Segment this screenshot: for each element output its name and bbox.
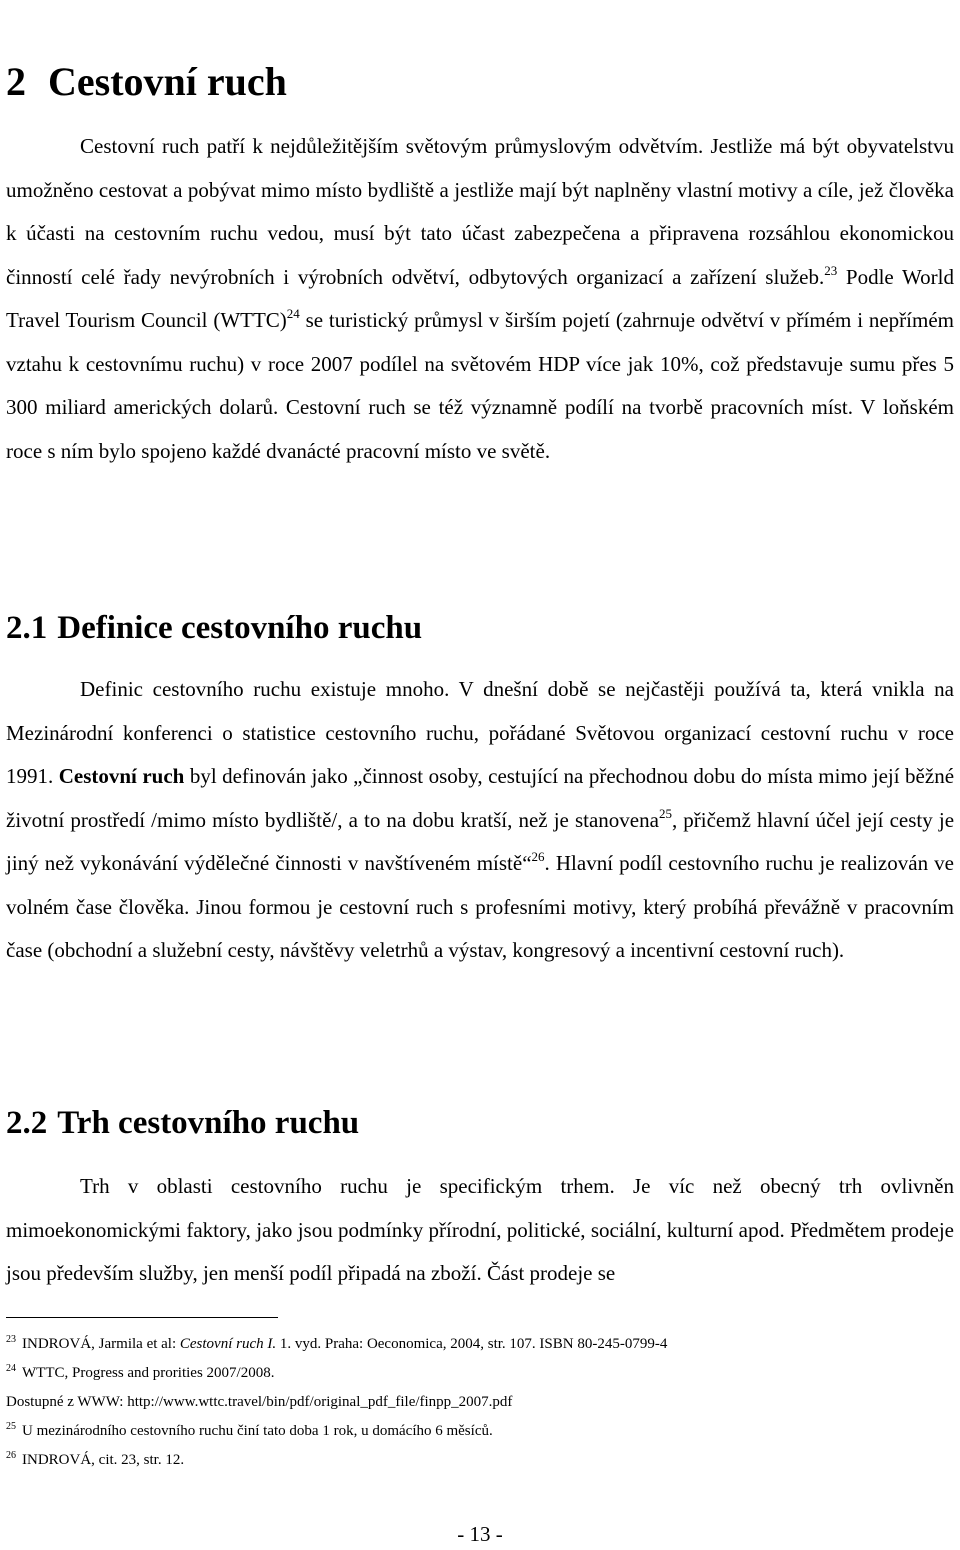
page-number: - 13 - (457, 1522, 503, 1546)
paragraph-text: Definic cestovního ruchu existuje mnoho. V dnešní době se nejčastěji používá ta, která vnikla na Mezinárodní konferenci o statistice cestovního ruchu, pořádané Světovou organizací cestovní ruchu v roce 1991. (6, 677, 954, 788)
chapter-intro-paragraph (6, 125, 954, 473)
footnote-text: U mezinárodního cestovního ruchu činí tato doba 1 rok, u domácího 6 měsíců. (22, 1423, 493, 1439)
chapter-number: 2 (6, 59, 26, 104)
footnote-reference: 25 (658, 805, 672, 821)
section-title: Definice cestovního ruchu (57, 610, 423, 646)
footnote-url-text: Dostupné z WWW: http://www.wttc.travel/bin/pdf/original_pdf_file/finpp_2007.pdf (6, 1394, 513, 1410)
paragraph-text: Podle World Travel Tourism Council (WTTC) (6, 264, 955, 332)
footnote-text: INDROVÁ, Jarmila et al: (22, 1336, 180, 1352)
paragraph-text: Trh v oblasti cestovního ruchu je specifickým trhem. Je víc než obecný trh ovlivněn mimoekonomickými faktory, jako jsou podmínky přírodní, politické, sociální, kulturní apod. Předmětem prodeje jsou především služby, jen menší podíl připadá na zboží. Část prodeje se (6, 1174, 954, 1285)
footnote-marker: 23 (6, 1334, 16, 1345)
section-number: 2.1 (6, 610, 48, 646)
section-number: 2.2 (6, 1105, 48, 1141)
section-heading-2-2 (6, 1105, 359, 1141)
footnote-marker: 25 (6, 1421, 16, 1432)
paragraph-text: , přičemž hlavní účel její cesty je jiný než vykonávání výdělečné činnosti v navštíveném místě“ (6, 807, 955, 875)
paragraph-text: byl definován jako „činnost osoby, cestující na přechodnou dobu do místa mimo její běžné životní prostředí /mimo místo bydliště/, a to na dobu kratší, než je stanovena (6, 764, 955, 832)
chapter-title: Cestovní ruch (48, 59, 287, 104)
footnote-24-continuation (6, 1388, 954, 1417)
footnote-reference: 24 (286, 306, 300, 321)
footnote-text-rest: 1. vyd. Praha: Oeconomica, 2004, str. 107. ISBN 80-245-0799-4 (276, 1336, 668, 1352)
footnote-25 (6, 1417, 954, 1446)
market-paragraph (6, 1165, 954, 1296)
footnote-marker: 26 (6, 1450, 16, 1461)
paragraph-text: . Hlavní podíl cestovního ruchu je realizován ve volném čase člověka. Jinou formou je cestovní ruch s profesními motivy, který probíhá převážně v pracovním čase (obchodní a služební cesty, návštěvy veletrhů a výstav, kongresový a incentivní cestovní ruch). (6, 851, 954, 962)
section-title: Trh cestovního ruchu (57, 1105, 360, 1141)
footnote-separator (6, 1317, 278, 1318)
paragraph-text: Cestovní ruch patří k nejdůležitějším světovým průmyslovým odvětvím. Jestliže má být obyvatelstvu umožněno cestovat a pobývat mimo místo bydliště a jestliže mají být naplněny vlastní motivy a cíle, jež člověka k účasti na cestovním ruchu vedou, musí být tato účast zabezpečena a připravena rozsáhlou ekonomickou činností celé řady nevýrobních i výrobních odvětví, odbytových organizací a zařízení služeb. (6, 134, 954, 289)
footnote-reference: 26 (531, 849, 545, 864)
paragraph-text: se turistický průmysl v širším pojetí (zahrnuje odvětví v přímém i nepřímém vztahu k cestovnímu ruchu) v roce 2007 podílel na světovém HDP více jak 10%, což představuje sumu přes 5 300 miliard amerických dolarů. Cestovní ruch se též významně podílí na tvorbě pracovních míst. V loňském roce s ním bylo spojeno každé dvanácté pracovní místo ve světě. (6, 308, 954, 463)
footnote-book-title: Cestovní ruch I. (179, 1336, 277, 1352)
definition-paragraph (6, 668, 954, 973)
section-heading-2-1 (6, 610, 422, 646)
footnote-reference: 23 (824, 262, 838, 278)
footnotes (6, 1330, 954, 1475)
chapter-heading (6, 60, 287, 104)
footnote-23 (6, 1330, 954, 1359)
footnote-24 (6, 1359, 954, 1388)
footnote-26 (6, 1446, 954, 1475)
footnote-text: INDROVÁ, cit. 23, str. 12. (22, 1452, 185, 1468)
bold-term: Cestovní ruch (58, 764, 185, 788)
footnote-marker: 24 (6, 1363, 16, 1374)
footnote-text: WTTC, Progress and prorities 2007/2008. (22, 1365, 275, 1381)
